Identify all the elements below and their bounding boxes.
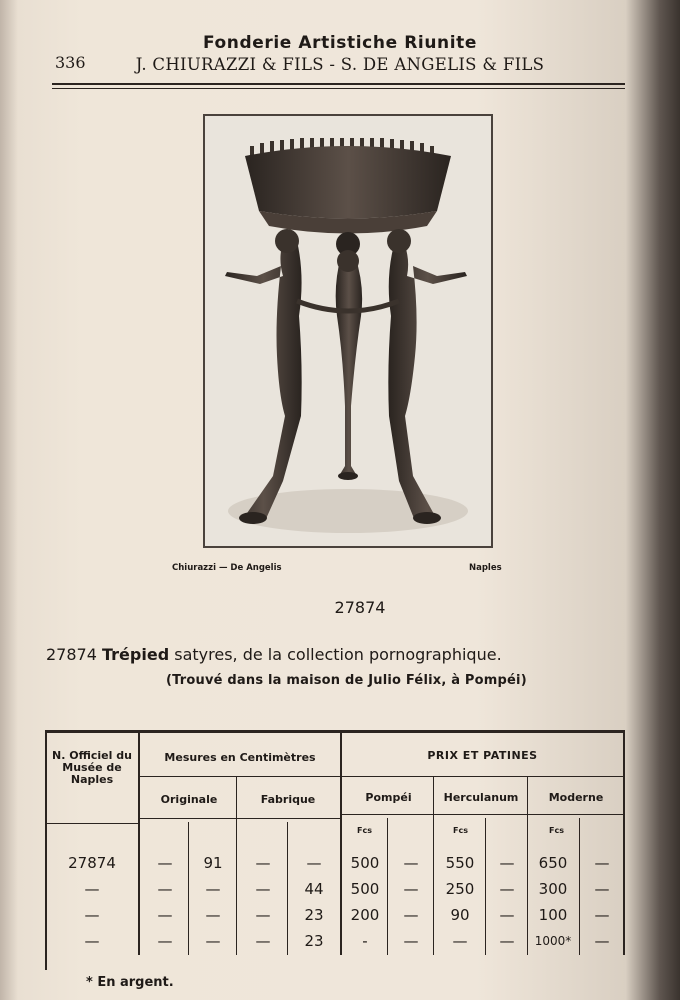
row2-official: — xyxy=(84,880,100,898)
split-herculanum xyxy=(485,818,486,955)
table-left-rule xyxy=(45,730,47,970)
row3-original-a: — xyxy=(157,906,173,924)
header-rule xyxy=(52,83,625,89)
rule-prices xyxy=(342,776,623,777)
rule-measures xyxy=(140,776,340,777)
row3-pompei-b: — xyxy=(403,906,419,924)
page-number: 336 xyxy=(55,53,86,72)
page-gutter-shadow xyxy=(0,0,18,1000)
row2-moderne: 300 xyxy=(538,880,568,898)
row4-original-b: — xyxy=(205,932,221,950)
row1-original-b: 91 xyxy=(203,854,223,872)
row2-pompei-b: — xyxy=(403,880,419,898)
row3-herculanum-b: — xyxy=(499,906,515,924)
split-moderne xyxy=(579,818,580,955)
row1-herculanum-b: — xyxy=(499,854,515,872)
row1-moderne: 650 xyxy=(538,854,568,872)
tripod-drawing xyxy=(205,116,491,546)
catalog-entry xyxy=(46,645,606,664)
footnote: * En argent. xyxy=(86,975,174,990)
row3-fabrique-b: 23 xyxy=(304,906,324,924)
split-original xyxy=(188,822,189,955)
catalog-title: Fonderie Artistiche Riunite xyxy=(202,33,478,53)
row1-original-a: — xyxy=(157,854,173,872)
col-measures-header: Mesures en Centimètres xyxy=(164,751,316,764)
row4-official: — xyxy=(84,932,100,950)
divider-original xyxy=(236,777,237,955)
plate-caption-maker: Chiurazzi — De Angelis xyxy=(172,563,282,573)
figure-number: 27874 xyxy=(334,598,386,617)
row4-moderne: 1000* xyxy=(534,934,572,948)
row2-fabrique-b: 44 xyxy=(304,880,324,898)
row4-pompei: - xyxy=(362,932,368,950)
col-moderne-header: Moderne xyxy=(548,791,604,804)
rule-measure-sub xyxy=(140,818,340,819)
row3-moderne-b: — xyxy=(594,906,610,924)
tripod-illustration xyxy=(203,114,493,548)
entry-number: 27874 xyxy=(46,645,97,664)
row1-herculanum: 550 xyxy=(445,854,475,872)
split-fabrique xyxy=(287,822,288,955)
plate-caption-place: Naples xyxy=(469,563,502,573)
catalog-subtitle: J. CHIURAZZI & FILS - S. DE ANGELIS & FILS xyxy=(135,55,545,74)
row4-original-a: — xyxy=(157,932,173,950)
row1-pompei-b: — xyxy=(403,854,419,872)
price-table xyxy=(45,730,625,970)
row1-fabrique-b: — xyxy=(306,854,322,872)
divider-official xyxy=(138,730,140,955)
row2-herculanum-b: — xyxy=(499,880,515,898)
col-original-header: Originale xyxy=(160,793,218,806)
row1-pompei: 500 xyxy=(350,854,380,872)
row1-moderne-b: — xyxy=(594,854,610,872)
row3-moderne: 100 xyxy=(538,906,568,924)
row2-herculanum: 250 xyxy=(445,880,475,898)
table-right-rule xyxy=(623,730,625,955)
entry-description: satyres, de la collection pornographique. xyxy=(174,645,502,664)
split-pompei xyxy=(387,818,388,955)
row2-original-a: — xyxy=(157,880,173,898)
col-official-header: N. Officiel du Musée de Naples xyxy=(52,749,132,786)
row3-fabrique-a: — xyxy=(255,906,271,924)
row4-herculanum-b: — xyxy=(499,932,515,950)
currency-moderne: Fcs xyxy=(549,826,564,835)
rule-price-sub xyxy=(342,814,623,815)
row3-original-b: — xyxy=(205,906,221,924)
row3-official: — xyxy=(84,906,100,924)
row4-fabrique-b: 23 xyxy=(304,932,324,950)
row4-herculanum: — xyxy=(452,932,468,950)
entry-provenance-note: (Trouvé dans la maison de Julio Félix, à Pompéi) xyxy=(166,673,527,688)
divider-pompei xyxy=(433,777,434,955)
row2-moderne-b: — xyxy=(594,880,610,898)
table-top-rule xyxy=(45,730,625,733)
row2-fabrique-a: — xyxy=(255,880,271,898)
currency-pompei: Fcs xyxy=(357,826,372,835)
col-pompei-header: Pompéi xyxy=(365,791,412,804)
row1-fabrique-a: — xyxy=(255,854,271,872)
col-prices-header: PRIX ET PATINES xyxy=(427,749,538,762)
row3-herculanum: 90 xyxy=(450,906,470,924)
row2-original-b: — xyxy=(205,880,221,898)
col-fabrique-header: Fabrique xyxy=(260,793,316,806)
row1-official: 27874 xyxy=(68,854,116,872)
rule-official xyxy=(45,823,140,824)
divider-measures xyxy=(340,730,342,955)
currency-herculanum: Fcs xyxy=(453,826,468,835)
row3-pompei: 200 xyxy=(350,906,380,924)
row4-moderne-b: — xyxy=(594,932,610,950)
row4-pompei-b: — xyxy=(403,932,419,950)
row2-pompei: 500 xyxy=(350,880,380,898)
col-herculanum-header: Herculanum xyxy=(443,791,519,804)
divider-herculanum xyxy=(527,777,528,955)
row4-fabrique-a: — xyxy=(255,932,271,950)
entry-name: Trépied xyxy=(102,645,170,664)
